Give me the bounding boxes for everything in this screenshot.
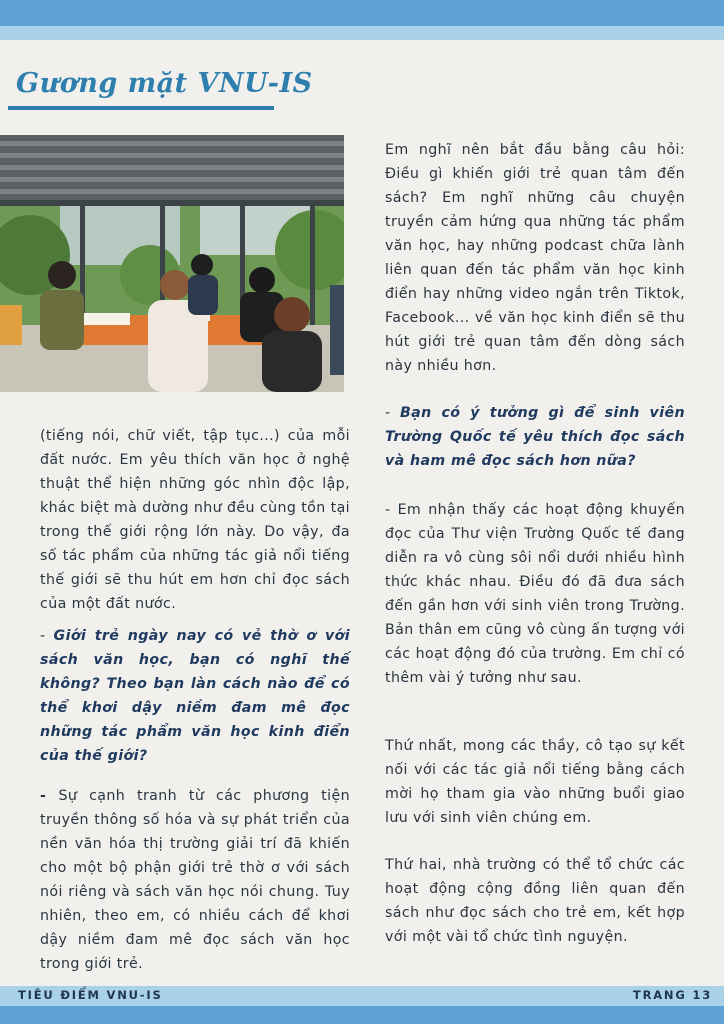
question-dash: - (40, 628, 54, 644)
students-photo (0, 135, 344, 392)
answer-1: Sự cạnh tranh từ các phương tiện truyền thông số hóa và sự phát triển của nền văn hóa thị trường giải trí đã khiến cho một bộ phận giới trẻ thờ ơ với sách nói riêng và sách văn học nói chung. Tuy nhiên, theo em, có nhiều cách để khơi dậy niềm đam mê đọc sách văn học trong giới trẻ. (40, 788, 350, 972)
footer-publication: TIÊU ĐIỂM VNU-IS (18, 988, 163, 1002)
question-dash: - (385, 405, 400, 421)
right-question-block (385, 401, 685, 473)
footer-band-dark (0, 1006, 724, 1024)
left-question-block (40, 624, 350, 768)
idea-paragraph-2: Thứ hai, nhà trường có thể tổ chức các hoạt động cộng đồng liên quan đến sách như đọc sách cho trẻ em, kết hợp với một vài tổ chức tình nguyện. (385, 857, 685, 945)
question-2: Bạn có ý tưởng gì để sinh viên Trường Quốc tế yêu thích đọc sách và ham mê đọc sách hơn nữa? (385, 405, 685, 469)
answer-dash: - (40, 788, 59, 804)
right-idea-1 (385, 734, 685, 830)
right-idea-2 (385, 853, 685, 949)
left-intro-paragraph (40, 424, 350, 616)
top-band-light (0, 26, 724, 40)
footer-page-number: TRANG 13 (632, 988, 712, 1002)
right-intro-block (385, 138, 685, 378)
top-band (0, 0, 724, 26)
page-title: Gương mặt VNU-IS (16, 68, 313, 99)
right-answer-block (385, 498, 685, 690)
left-paragraph-1: (tiếng nói, chữ viết, tập tục...) của mỗi đất nước. Em yêu thích văn học ở nghệ thuật thể hiện những góc nhìn độc lập, khác biệt mà dường như đều cùng tồn tại trong thế giới rộng lớn này. Do vậy, đa số tác phẩm của những tác giả nổi tiếng thế giới sẽ thu hút em hơn chỉ đọc sách của một đất nước. (40, 428, 350, 612)
title-underline (8, 106, 274, 110)
answer-2: - Em nhận thấy các hoạt động khuyến đọc của Thư viện Trường Quốc tế đang diễn ra vô cùng sôi nổi dưới nhiều hình thức khác nhau. Điều đó đã đưa sách đến gần hơn với sinh viên trong Trường. Bản thân em cũng vô cùng ấn tượng với các hoạt động đó của trường. Em chỉ có thêm vài ý tưởng như sau. (385, 502, 685, 686)
right-paragraph-1: Em nghĩ nên bắt đầu bằng câu hỏi: Điều gì khiến giới trẻ quan tâm đến sách? Em nghĩ những câu chuyện truyền cảm hứng qua những tác phẩm văn học, hay những podcast chữa lành liên quan đến tác phẩm văn học kinh điển hay những video ngắn trên Tiktok, Facebook... về văn học kinh điển sẽ thu hút giới trẻ quan tâm đến dòng sách này nhiều hơn. (385, 142, 685, 374)
question-1: Giới trẻ ngày nay có vẻ thờ ơ với sách văn học, bạn có nghĩ thế không? Theo bạn làn cách nào để có thể khơi dậy niềm đam mê đọc những tác phẩm văn học kinh điển của thế giới? (40, 628, 351, 764)
idea-paragraph-1: Thứ nhất, mong các thầy, cô tạo sự kết nối với các tác giả nổi tiếng bằng cách mời họ tham gia vào những buổi giao lưu với sinh viên chúng em. (385, 738, 685, 826)
left-answer-block (40, 784, 350, 976)
